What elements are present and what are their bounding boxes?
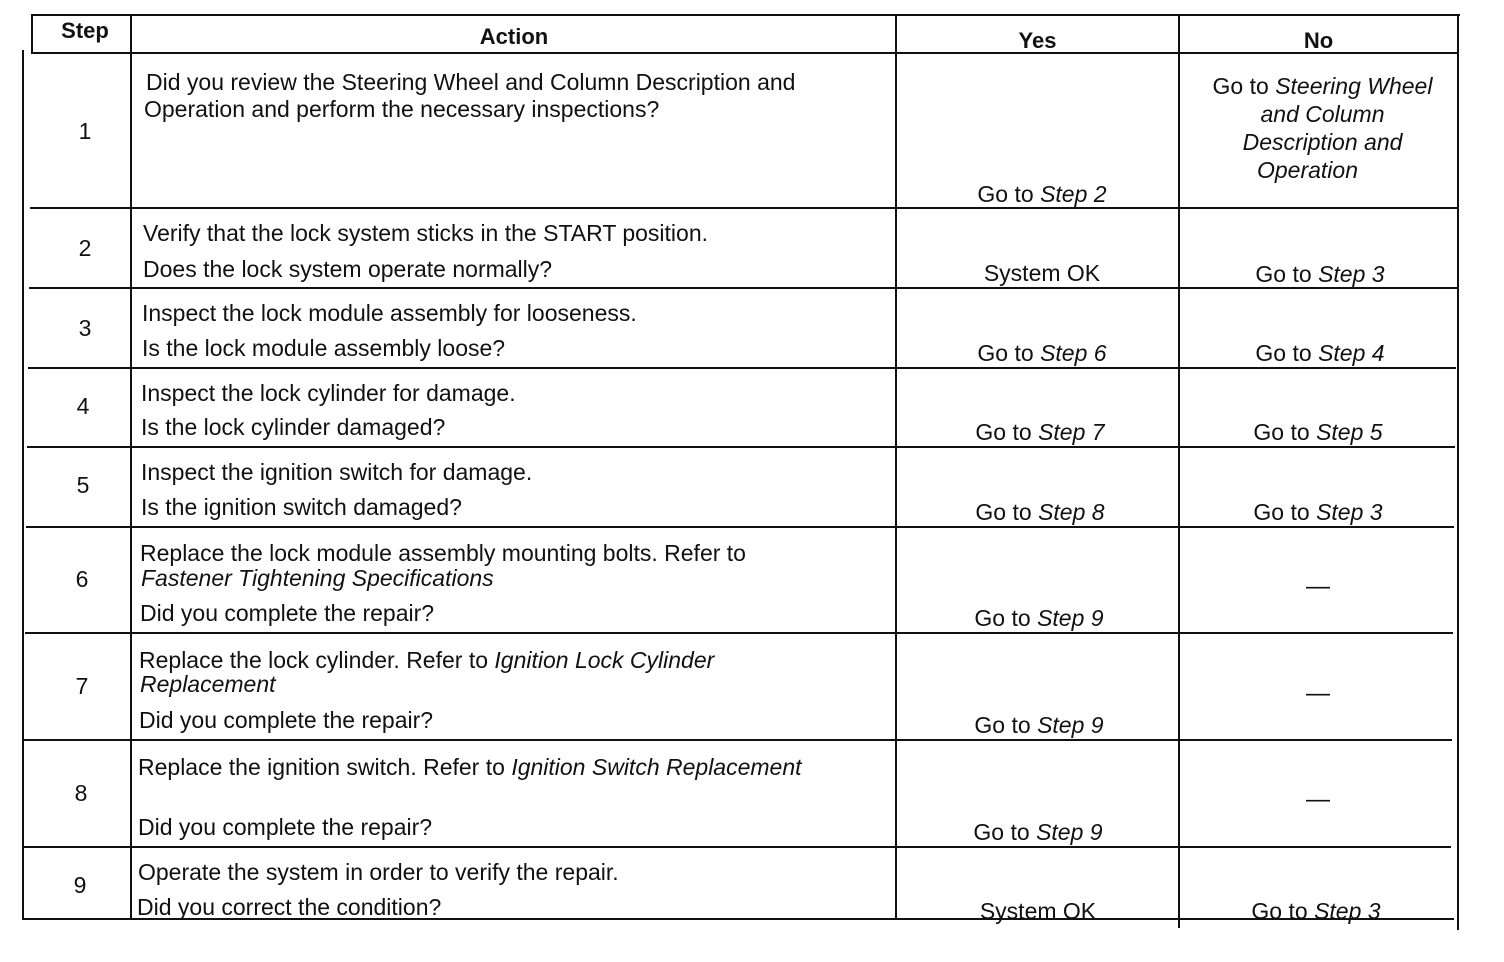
reference-link[interactable]: Fastener Tightening Specifications	[141, 565, 494, 591]
no-result	[1176, 898, 1456, 924]
no-result-dash: —	[1306, 680, 1330, 707]
action-text: Operate the system in order to verify the repair.	[138, 859, 619, 885]
step-link[interactable]: Step 9	[1036, 819, 1103, 845]
action-text	[139, 647, 884, 673]
action-text: Operation and perform the necessary inspections?	[144, 96, 660, 122]
yes-result	[897, 340, 1187, 366]
go-to-label: Go to	[974, 605, 1038, 631]
go-to-label: Go to	[1251, 898, 1315, 924]
step-link[interactable]: Step 5	[1316, 419, 1383, 445]
action-question: Is the lock module assembly loose?	[142, 335, 506, 361]
reference-link[interactable]: Ignition Switch Replacement	[511, 754, 802, 780]
row-divider	[30, 207, 1458, 209]
action-question: Is the lock cylinder damaged?	[141, 414, 446, 440]
yes-column-divider	[895, 16, 897, 920]
action-text	[138, 754, 888, 780]
step-number: 8	[74, 780, 88, 806]
step-number: 2	[78, 235, 92, 261]
yes-result	[894, 605, 1184, 631]
reference-link[interactable]: Steering Wheel	[1275, 73, 1433, 99]
step-link[interactable]: Step 4	[1318, 340, 1385, 366]
action-text: Replace the lock module assembly mounting bolts. Refer to	[140, 540, 746, 566]
action-text-plain: Replace the lock cylinder. Refer to	[139, 647, 495, 673]
reference-link[interactable]: Ignition Lock Cylinder	[494, 647, 715, 673]
action-question: Did you complete the repair?	[138, 814, 433, 840]
table-border-left	[22, 50, 24, 920]
header-action: Action	[479, 24, 549, 49]
yes-result	[895, 419, 1185, 445]
go-to-label: Go to	[974, 712, 1038, 738]
step-link[interactable]: Step 8	[1038, 499, 1105, 525]
header-yes: Yes	[1018, 28, 1057, 53]
action-text: Verify that the lock system sticks in the START position.	[143, 220, 709, 246]
action-text-plain: Replace the ignition switch. Refer to	[138, 754, 512, 780]
no-result	[1180, 340, 1460, 366]
table-border-top	[32, 14, 1460, 16]
action-text: Did you review the Steering Wheel and Column Description and	[146, 69, 796, 95]
row-divider	[23, 846, 1451, 848]
reference-link[interactable]: Operation	[1256, 157, 1358, 183]
yes-result	[895, 499, 1185, 525]
no-result	[1180, 261, 1460, 287]
step-link[interactable]: Step 9	[1037, 605, 1104, 631]
row-divider	[28, 367, 1456, 369]
row-divider	[26, 526, 1454, 528]
action-question: Is the ignition switch damaged?	[141, 494, 462, 520]
go-to-label: Go to	[1253, 499, 1317, 525]
step-number: 5	[76, 472, 90, 498]
go-to-label: Go to	[1212, 73, 1276, 99]
go-to-label: Go to	[1253, 419, 1317, 445]
action-question: Does the lock system operate normally?	[143, 256, 553, 282]
step-number: 3	[78, 315, 92, 341]
header-no: No	[1303, 28, 1334, 53]
no-result	[1178, 419, 1458, 445]
row-divider	[25, 632, 1453, 634]
step-number: 1	[78, 118, 92, 144]
row-divider	[29, 287, 1457, 289]
action-question: Did you correct the condition?	[137, 894, 442, 920]
row-divider	[27, 446, 1455, 448]
go-to-label: Go to	[1255, 261, 1319, 287]
no-result-dash: —	[1306, 786, 1330, 813]
no-result	[1180, 72, 1465, 184]
reference-link[interactable]: and Column	[1260, 101, 1385, 127]
header-step: Step	[61, 18, 109, 43]
action-question: Did you complete the repair?	[140, 600, 435, 626]
go-to-label: Go to	[975, 499, 1039, 525]
go-to-label: Go to	[975, 419, 1039, 445]
step-link[interactable]: Step 9	[1037, 712, 1104, 738]
action-text: Inspect the ignition switch for damage.	[141, 459, 533, 485]
table-border-left	[31, 14, 33, 54]
go-to-label: Go to	[973, 819, 1037, 845]
step-number: 7	[75, 673, 89, 699]
step-link[interactable]: Step 2	[1040, 181, 1107, 207]
no-result	[1178, 499, 1458, 525]
step-link[interactable]: Step 6	[1040, 340, 1107, 366]
step-number: 6	[75, 566, 89, 592]
reference-link[interactable]: Description and	[1242, 129, 1403, 155]
action-question: Did you complete the repair?	[139, 707, 434, 733]
step-number: 4	[76, 393, 90, 419]
step-number: 9	[73, 872, 87, 898]
step-link[interactable]: Step 3	[1314, 898, 1381, 924]
go-to-label: Go to	[977, 340, 1041, 366]
row-divider	[24, 739, 1452, 741]
go-to-label: Go to	[1255, 340, 1319, 366]
no-result-dash: —	[1306, 573, 1330, 600]
action-text: Inspect the lock cylinder for damage.	[141, 380, 516, 406]
step-link[interactable]: Step 3	[1318, 261, 1385, 287]
yes-result	[893, 819, 1183, 845]
yes-result	[894, 712, 1184, 738]
yes-result: System OK	[979, 898, 1097, 924]
step-link[interactable]: Step 7	[1038, 419, 1105, 445]
reference-link[interactable]: Replacement	[140, 671, 276, 697]
go-to-label: Go to	[977, 181, 1041, 207]
step-column-divider	[130, 14, 132, 920]
yes-result	[897, 181, 1187, 207]
action-text: Inspect the lock module assembly for looseness.	[142, 300, 637, 326]
step-link[interactable]: Step 3	[1316, 499, 1383, 525]
yes-result: System OK	[983, 260, 1101, 286]
